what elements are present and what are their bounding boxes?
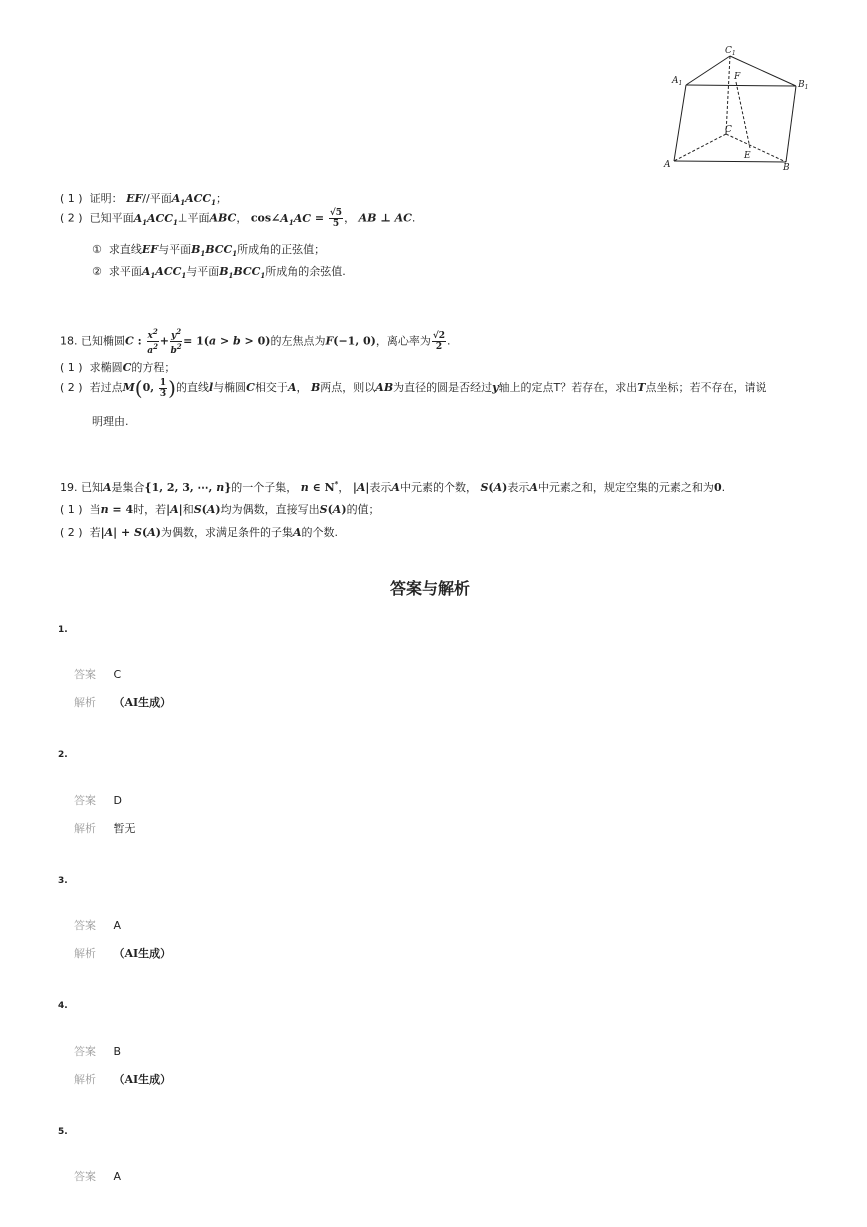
answer-item-number: 5. <box>58 1127 68 1137</box>
answer-value: A <box>113 1170 122 1183</box>
analysis-label: 解析 <box>74 822 96 835</box>
analysis-label: 解析 <box>74 1073 96 1086</box>
answer-value: A <box>113 919 122 932</box>
answer-item-number: 2. <box>58 750 68 760</box>
label-b1: $B_1$ <box>798 80 809 91</box>
answer-label: 答案 <box>74 919 96 932</box>
answer-label: 答案 <box>74 668 96 681</box>
analysis-row <box>74 694 171 710</box>
q18-stem: 18. 已知椭圆C : $\frac{x^2}{a^2}$ + $\frac{y^2}{b^2}$ = 1(a > b > 0)的左焦点为F(−1, 0)，离心率为 $\frac{√2}{2}$ . <box>60 327 451 356</box>
answers-title: 答案与解析 <box>390 579 471 598</box>
answer-row <box>74 1043 121 1059</box>
answer-value: B <box>113 1045 122 1058</box>
q19-part2: ( 2 ) 若|A| + S(A)为偶数，求满足条件的子集A的个数. <box>60 526 339 539</box>
label-a1: $A_1$ <box>672 76 683 87</box>
answer-row <box>74 666 121 682</box>
analysis-label: 解析 <box>74 696 96 709</box>
q17-sub2: ② 求平面$A_1ACC_1$与平面$B_1BCC_1$所成角的余弦值. <box>92 265 346 281</box>
answer-item-number: 3. <box>58 876 68 886</box>
q17-part1: ( 1 ) 证明： EF//平面$A_1ACC_1$； <box>60 192 228 208</box>
answer-value: D <box>113 794 122 807</box>
q17-part2: ( 2 ) 已知平面$A_1ACC_1\perp$平面ABC， $\cos\angle A_1AC$ = $\frac{√5}{5}$ ， AB ⊥ AC. <box>60 208 416 229</box>
answer-label: 答案 <box>74 1045 96 1058</box>
analysis-value: （AI生成） <box>113 947 172 960</box>
q19-part1: ( 1 ) 当n = 4时，若|A|和S(A)均为偶数，直接写出S(A)的值； <box>60 503 380 516</box>
analysis-row <box>74 945 171 961</box>
label-c: C <box>725 125 732 135</box>
q17-sub1: ① 求直线EF与平面$B_1BCC_1$所成角的正弦值； <box>92 243 326 259</box>
answer-label: 答案 <box>74 794 96 807</box>
label-c1: $C_1$ <box>725 46 736 57</box>
answer-row <box>74 1168 121 1184</box>
q18-part2: ( 2 ) 若过点M(0, $\frac{1}{3}$ )的直线l与椭圆C相交于A， B两点，则以AB为直径的圆是否经过y轴上的定点T？若存在，求出T点坐标；若不存在，请说 <box>60 376 767 400</box>
q19-stem: 19. 已知A是集合{1, 2, 3, ⋯, n}的一个子集， n ∈ N*， |A|表示A中元素的个数， S(A)表示A中元素之和，规定空集的元素之和为0. <box>60 479 726 494</box>
analysis-value: （AI生成） <box>113 1073 172 1086</box>
q18-part2-line2: 明理由. <box>92 415 129 428</box>
label-b: B <box>783 163 790 173</box>
label-f: F <box>734 72 741 82</box>
answer-value: C <box>113 668 122 681</box>
label-e: E <box>744 151 751 161</box>
analysis-row <box>74 820 136 836</box>
answer-item-number: 4. <box>58 1001 68 1011</box>
analysis-value: 暂无 <box>113 822 136 835</box>
q18-part1: ( 1 ) 求椭圆C的方程； <box>60 361 176 374</box>
answer-item-number: 1. <box>58 625 68 635</box>
prism-figure <box>660 42 820 177</box>
label-a: A <box>664 160 671 170</box>
answer-row <box>74 792 122 808</box>
analysis-row <box>74 1071 171 1087</box>
analysis-label: 解析 <box>74 947 96 960</box>
answer-label: 答案 <box>74 1170 96 1183</box>
answer-row <box>74 917 121 933</box>
analysis-value: （AI生成） <box>113 696 172 709</box>
